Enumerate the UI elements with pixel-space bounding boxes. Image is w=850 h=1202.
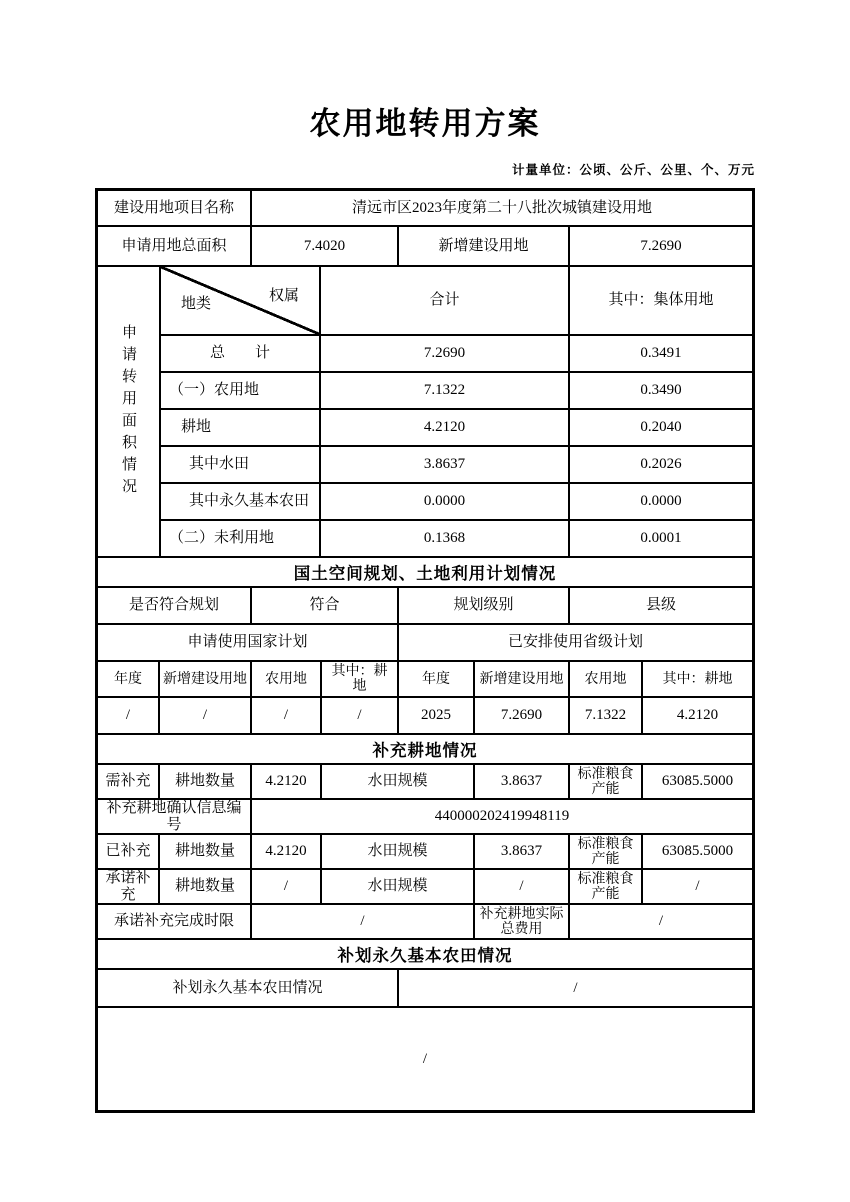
transfer-section — [98, 267, 752, 558]
plan-val-agri: / — [252, 698, 322, 735]
plan-col-year-2: 年度 — [399, 662, 475, 698]
provincial-plan-label: 已安排使用省级计划 — [399, 625, 752, 662]
cost-value: / — [570, 905, 752, 940]
need-qty-value: 4.2120 — [252, 765, 322, 800]
done-capacity-label: 标准粮食产能 — [570, 835, 643, 870]
row-agri-value: 7.1322 — [321, 373, 570, 410]
row-paddy-collective: 0.2026 — [570, 447, 752, 484]
done-paddy-value: 3.8637 — [475, 835, 570, 870]
done-qty-label: 耕地数量 — [160, 835, 252, 870]
row-unused-value: 0.1368 — [321, 521, 570, 558]
need-paddy-value: 3.8637 — [475, 765, 570, 800]
promise-supplement-row — [98, 870, 752, 905]
need-supplement-row — [98, 765, 752, 800]
row-total-value: 7.2690 — [321, 336, 570, 373]
diagonal-header-cell — [161, 267, 321, 336]
transfer-side-label: 申请转用面积情况 — [120, 323, 136, 500]
row-basic-farmland-label: 其中永久基本农田 — [161, 484, 321, 521]
done-capacity-value: 63085.5000 — [643, 835, 752, 870]
cost-label: 补充耕地实际总费用 — [475, 905, 570, 940]
compliance-label: 是否符合规划 — [98, 588, 252, 625]
plan-col-new: 新增建设用地 — [160, 662, 252, 698]
transfer-side-cell — [98, 267, 161, 558]
plan-val-agri-2: 7.1322 — [570, 698, 643, 735]
plan-val-year: / — [98, 698, 160, 735]
deadline-value: / — [252, 905, 475, 940]
plan-col-cultivated-2: 其中：耕地 — [643, 662, 752, 698]
done-supplement-row — [98, 835, 752, 870]
done-qty-value: 4.2120 — [252, 835, 322, 870]
row-unused-collective: 0.0001 — [570, 521, 752, 558]
project-name-label: 建设用地项目名称 — [98, 191, 252, 227]
plan-val-new: / — [160, 698, 252, 735]
confirm-number-label: 补充耕地确认信息编号 — [98, 800, 252, 835]
total-area-value: 7.4020 — [252, 227, 399, 267]
compliance-value: 符合 — [252, 588, 399, 625]
plan-scope-row — [98, 625, 752, 662]
deadline-label: 承诺补充完成时限 — [98, 905, 252, 940]
row-cultivated-collective: 0.2040 — [570, 410, 752, 447]
main-table — [95, 188, 755, 1113]
table-row — [161, 410, 752, 447]
plan-level-value: 县级 — [570, 588, 752, 625]
promise-paddy-label: 水田规模 — [322, 870, 475, 905]
row-unused-label: （二）未利用地 — [161, 521, 321, 558]
done-label: 已补充 — [98, 835, 160, 870]
col-header-total: 合计 — [321, 267, 570, 336]
plan-col-agri-2: 农用地 — [570, 662, 643, 698]
planning-section-title: 国土空间规划、土地利用计划情况 — [98, 558, 752, 588]
row-total-label: 总 计 — [161, 336, 321, 373]
plan-level-label: 规划级别 — [399, 588, 570, 625]
plan-col-agri: 农用地 — [252, 662, 322, 698]
diag-label-ownership: 权属 — [268, 288, 299, 304]
plan-val-cultivated: / — [322, 698, 399, 735]
farmland-row-label: 补划永久基本农田情况 — [98, 970, 399, 1008]
promise-label: 承诺补充 — [98, 870, 160, 905]
table-row — [161, 373, 752, 410]
done-paddy-label: 水田规模 — [322, 835, 475, 870]
plan-val-cultivated-2: 4.2120 — [643, 698, 752, 735]
transfer-header-row — [161, 267, 752, 336]
promise-capacity-value: / — [643, 870, 752, 905]
need-paddy-label: 水田规模 — [322, 765, 475, 800]
need-qty-label: 耕地数量 — [160, 765, 252, 800]
row-total-collective: 0.3491 — [570, 336, 752, 373]
need-label: 需补充 — [98, 765, 160, 800]
unit-note: 计量单位：公顷、公斤、公里、个、万元 — [511, 163, 755, 177]
plan-col-new-2: 新增建设用地 — [475, 662, 570, 698]
row-basic-farmland-value: 0.0000 — [321, 484, 570, 521]
confirm-number-row — [98, 800, 752, 835]
need-capacity-label: 标准粮食产能 — [570, 765, 643, 800]
promise-qty-value: / — [252, 870, 322, 905]
row-agri-collective: 0.3490 — [570, 373, 752, 410]
total-area-label: 申请用地总面积 — [98, 227, 252, 267]
deadline-row — [98, 905, 752, 940]
need-capacity-value: 63085.5000 — [643, 765, 752, 800]
area-row — [98, 227, 752, 267]
col-header-collective: 其中：集体用地 — [570, 267, 752, 336]
farmland-row — [98, 970, 752, 1008]
plan-col-year: 年度 — [98, 662, 160, 698]
promise-capacity-label: 标准粮食产能 — [570, 870, 643, 905]
table-row — [161, 447, 752, 484]
plan-values-row — [98, 698, 752, 735]
national-plan-label: 申请使用国家计划 — [98, 625, 399, 662]
table-row — [161, 521, 752, 558]
promise-qty-label: 耕地数量 — [160, 870, 252, 905]
new-construction-value: 7.2690 — [570, 227, 752, 267]
row-cultivated-value: 4.2120 — [321, 410, 570, 447]
transfer-body — [161, 267, 752, 558]
table-row — [161, 484, 752, 521]
project-name-value: 清远市区2023年度第二十八批次城镇建设用地 — [252, 191, 752, 227]
table-row — [161, 336, 752, 373]
diag-label-landtype: 地类 — [181, 296, 212, 312]
plan-val-year-2: 2025 — [399, 698, 475, 735]
supplement-section-title: 补充耕地情况 — [98, 735, 752, 765]
row-paddy-label: 其中水田 — [161, 447, 321, 484]
confirm-number-value: 440000202419948119 — [252, 800, 752, 835]
farmland-section-title: 补划永久基本农田情况 — [98, 940, 752, 970]
row-paddy-value: 3.8637 — [321, 447, 570, 484]
plan-header-row — [98, 662, 752, 698]
promise-paddy-value: / — [475, 870, 570, 905]
row-basic-farmland-collective: 0.0000 — [570, 484, 752, 521]
project-name-row — [98, 191, 752, 227]
farmland-note-cell: / — [422, 1050, 428, 1067]
plan-val-new-2: 7.2690 — [475, 698, 570, 735]
new-construction-label: 新增建设用地 — [399, 227, 570, 267]
row-cultivated-label: 耕地 — [161, 410, 321, 447]
row-agri-label: （一）农用地 — [161, 373, 321, 410]
compliance-row — [98, 588, 752, 625]
page-title: 农用地转用方案 — [309, 106, 541, 141]
plan-col-cultivated: 其中：耕地 — [322, 662, 399, 698]
farmland-row-value: / — [399, 970, 752, 1008]
